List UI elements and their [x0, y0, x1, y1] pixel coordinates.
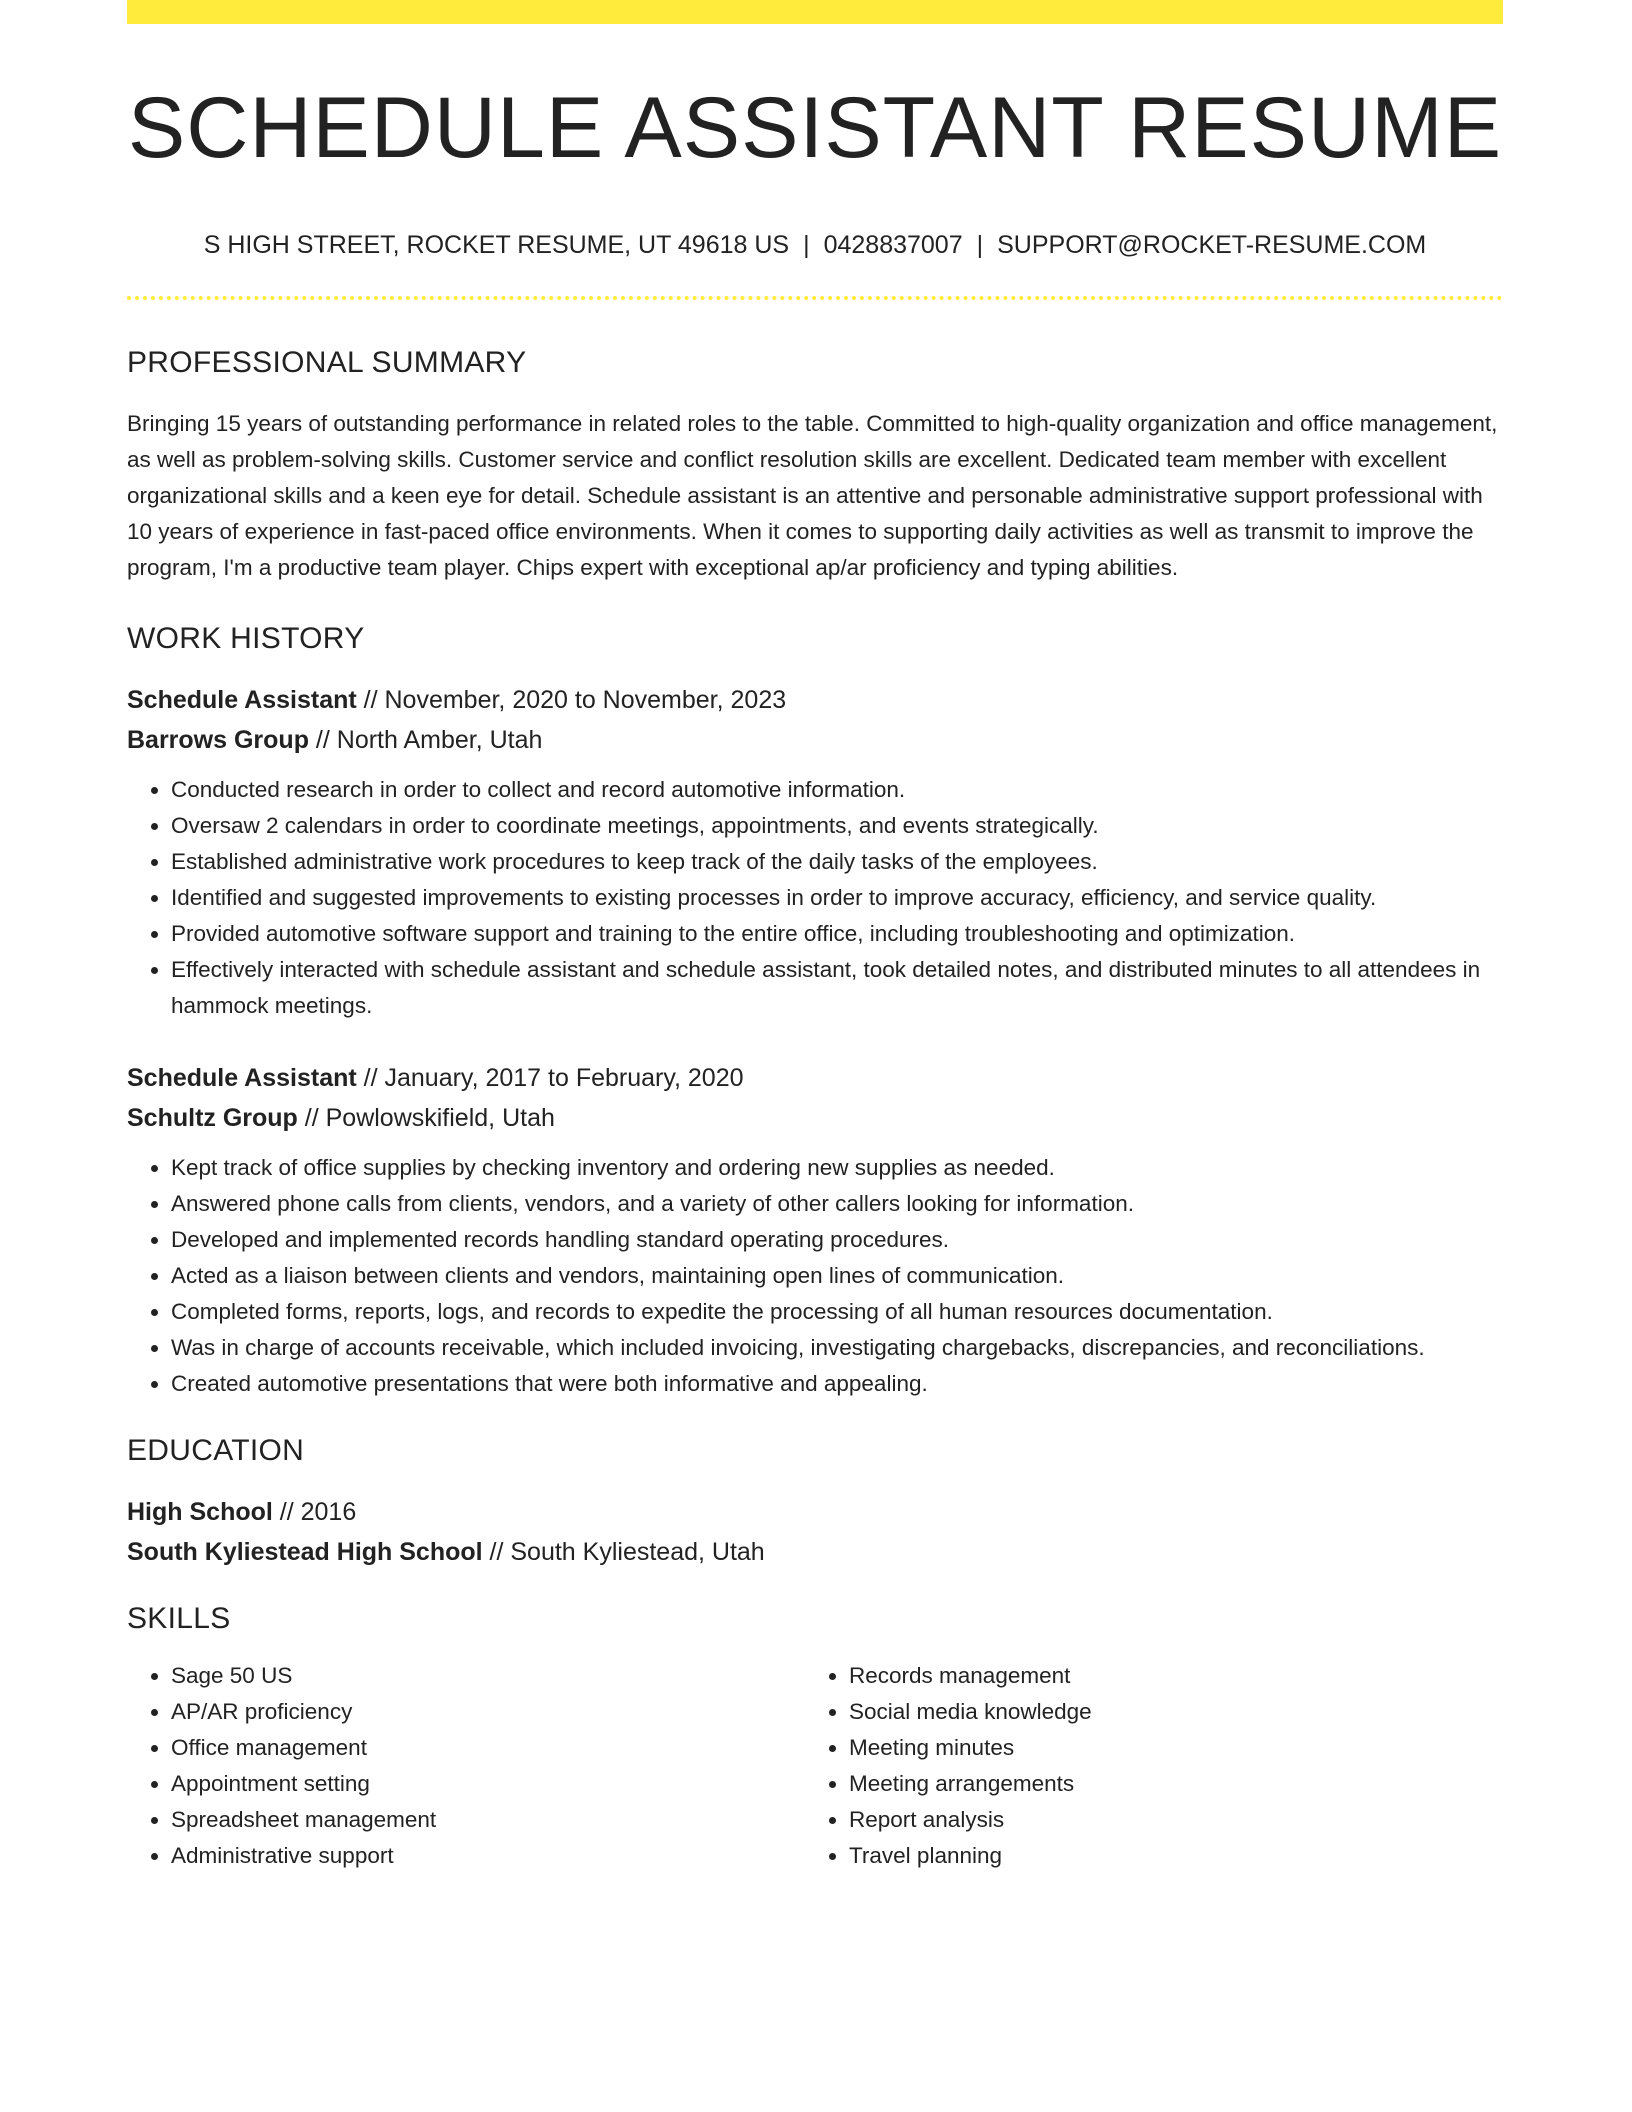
skills-columns	[127, 1658, 1503, 1874]
list-item: • Administrative support	[171, 1838, 805, 1874]
list-item: • Spreadsheet management	[171, 1802, 805, 1838]
list-item: • Social media knowledge	[849, 1694, 1483, 1730]
list-item: • Was in charge of accounts receivable, which included invoicing, investigating chargebacks, discrepancies, and reconciliations.	[171, 1330, 1503, 1366]
list-item: • Created automotive presentations that were both informative and appealing.	[171, 1366, 1503, 1402]
list-item: • Acted as a liaison between clients and vendors, maintaining open lines of communication.	[171, 1258, 1503, 1294]
list-item: • Office management	[171, 1730, 805, 1766]
list-item: • Kept track of office supplies by checking inventory and ordering new supplies as needed.	[171, 1150, 1503, 1186]
skills-right-list	[805, 1658, 1483, 1874]
contact-email[interactable]: SUPPORT@ROCKET-RESUME.COM	[997, 231, 1427, 259]
education-school: South Kyliestead High School	[127, 1538, 483, 1566]
job-company-line	[127, 720, 1503, 760]
job-location: // Powlowskifield, Utah	[297, 1104, 555, 1132]
contact-address: S HIGH STREET, ROCKET RESUME, UT 49618 US	[203, 231, 790, 259]
education-school-line	[127, 1532, 1503, 1572]
list-item: • Conducted research in order to collect and record automotive information.	[171, 772, 1503, 808]
job-entry-2	[127, 1058, 1503, 1138]
education-entry	[127, 1492, 1503, 1572]
education-location: // South Kyliestead, Utah	[482, 1538, 765, 1566]
education-degree-line	[127, 1492, 1503, 1532]
job-title: Schedule Assistant	[127, 1064, 357, 1092]
job-dates: // January, 2017 to February, 2020	[356, 1064, 744, 1092]
work-history-heading: WORK HISTORY	[127, 622, 365, 655]
list-item: • Answered phone calls from clients, vendors, and a variety of other callers looking for information.	[171, 1186, 1503, 1222]
job-entry-1	[127, 680, 1503, 760]
contact-line	[127, 233, 1503, 258]
skills-left-list	[127, 1658, 805, 1874]
summary-heading: PROFESSIONAL SUMMARY	[127, 346, 527, 379]
resume-title: SCHEDULE ASSISTANT RESUME	[127, 80, 1503, 176]
summary-text: Bringing 15 years of outstanding performance in related roles to the table. Committed to high-quality organization and office management, as well as problem-solving skills. Customer service and conflict resolution skills are excellent. Dedicated team member with excellent organizational skills and a keen eye for detail. Schedule assistant is an attentive and personable administrative support professional with 10 years of experience in fast-paced office environments. When it comes to supporting daily activities as well as transmit to improve the program, I'm a productive team player. Chips expert with exceptional ap/ar proficiency and typing abilities.	[127, 411, 1498, 580]
list-item: • Completed forms, reports, logs, and records to expedite the processing of all human resources documentation.	[171, 1294, 1503, 1330]
list-item: • Appointment setting	[171, 1766, 805, 1802]
list-item: • Meeting arrangements	[849, 1766, 1483, 1802]
list-item: • Oversaw 2 calendars in order to coordinate meetings, appointments, and events strategically.	[171, 808, 1503, 844]
list-item: • Sage 50 US	[171, 1658, 805, 1694]
job-location: // North Amber, Utah	[308, 726, 543, 754]
education-degree: High School	[127, 1498, 273, 1526]
list-item: • Identified and suggested improvements to existing processes in order to improve accuracy, efficiency, and service quality.	[171, 880, 1503, 916]
contact-separator: |	[803, 231, 810, 259]
contact-separator: |	[976, 231, 984, 259]
job-title-line	[127, 680, 1503, 720]
list-item: • Meeting minutes	[849, 1730, 1483, 1766]
list-item: • Established administrative work procedures to keep track of the daily tasks of the employees.	[171, 844, 1503, 880]
job-company: Barrows Group	[127, 726, 309, 754]
list-item: • Travel planning	[849, 1838, 1483, 1874]
dotted-divider	[127, 296, 1503, 300]
contact-phone[interactable]: 0428837007	[823, 231, 963, 259]
list-item: • Records management	[849, 1658, 1483, 1694]
list-item: • Effectively interacted with schedule assistant and schedule assistant, took detailed notes, and distributed minutes to all attendees in hammock meetings.	[171, 952, 1503, 1024]
job-title: Schedule Assistant	[127, 686, 357, 714]
resume-page	[127, 0, 1503, 1874]
list-item: • Provided automotive software support and training to the entire office, including troubleshooting and optimization.	[171, 916, 1503, 952]
job-2-bullets	[127, 1150, 1503, 1402]
job-dates: // November, 2020 to November, 2023	[356, 686, 787, 714]
job-1-bullets	[127, 772, 1503, 1024]
top-accent-bar	[127, 0, 1503, 24]
list-item: • Report analysis	[849, 1802, 1483, 1838]
job-company-line	[127, 1098, 1503, 1138]
skills-heading: SKILLS	[127, 1602, 231, 1635]
job-company: Schultz Group	[127, 1104, 298, 1132]
list-item: • Developed and implemented records handling standard operating procedures.	[171, 1222, 1503, 1258]
education-heading: EDUCATION	[127, 1434, 305, 1467]
list-item: • AP/AR proficiency	[171, 1694, 805, 1730]
job-title-line	[127, 1058, 1503, 1098]
education-year: // 2016	[272, 1498, 357, 1526]
